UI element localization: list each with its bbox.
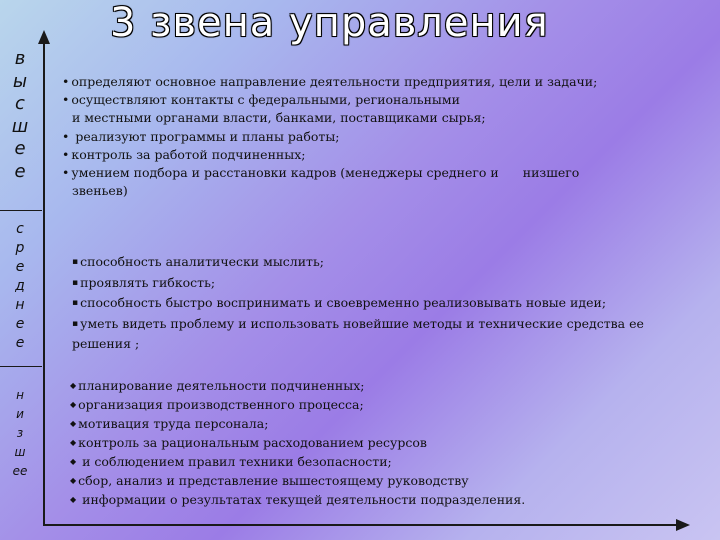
level-letter: и	[16, 407, 24, 421]
horizontal-axis	[43, 524, 679, 526]
diamond-bullet-icon: ◆	[70, 438, 77, 447]
bullet-icon: •	[62, 165, 70, 181]
level-letter: с	[15, 93, 25, 114]
list-item: • осуществляют контакты с федеральными, региональными	[62, 91, 597, 109]
list-item: ◆ информации о результатах текущей деятельности подразделения.	[70, 492, 526, 507]
list-item: ◆ организация производственного процесса;	[70, 397, 364, 412]
level-letter: ы	[12, 70, 28, 92]
list-item: ◆ мотивация труда персонала;	[70, 416, 269, 431]
list-item: • реализуют программы и планы работы;	[62, 128, 597, 146]
bullet-icon: •	[62, 128, 70, 144]
diamond-bullet-icon: ◆	[70, 495, 77, 504]
level-letter: е	[14, 160, 26, 182]
list-item: ▪ проявлять гибкость;	[72, 273, 644, 294]
level-label-middle	[0, 220, 40, 353]
diamond-bullet-icon: ◆	[70, 400, 77, 409]
diamond-bullet-icon: ◆	[70, 476, 77, 485]
level-divider-bottom	[0, 366, 42, 367]
level-letter: ш	[11, 115, 29, 137]
list-item: • определяют основное направление деятельности предприятия, цели и задачи;	[62, 73, 597, 91]
list-item: ◆ сбор, анализ и представление вышестоящему руководству	[70, 473, 469, 488]
vertical-axis	[43, 42, 45, 526]
level-letter: е	[14, 138, 26, 159]
level-letter: р	[15, 240, 25, 256]
list-item-continuation: и местными органами власти, банками, поставщиками сырья;	[72, 110, 486, 126]
top-level-duties	[62, 73, 597, 200]
level-letter: д	[15, 278, 25, 294]
slide-title: 3 звена управления	[110, 0, 549, 46]
bottom-level-duties	[70, 376, 525, 509]
horizontal-axis-arrow	[676, 519, 690, 531]
square-bullet-icon: ▪	[72, 298, 79, 308]
list-item: ▪ способность аналитически мыслить;	[72, 252, 644, 273]
list-item: ▪ способность быстро воспринимать и своевременно реализовывать новые идеи;	[72, 293, 644, 314]
level-label-bottom	[0, 386, 40, 481]
list-item-continuation: звеньев)	[72, 183, 128, 199]
level-letter: ее	[12, 464, 28, 478]
list-item: ◆ планирование деятельности подчиненных;	[70, 378, 365, 393]
level-label-top	[0, 48, 40, 183]
level-letter: з	[16, 426, 24, 440]
bullet-icon: •	[62, 146, 70, 162]
list-item: ◆ и соблюдением правил техники безопасности;	[70, 454, 392, 469]
list-item-continuation: решения ;	[72, 336, 140, 351]
level-letter: е	[15, 259, 25, 275]
list-item: • умением подбора и расстановки кадров (менеджеры среднего и низшего	[62, 164, 597, 182]
level-letter: н	[15, 297, 25, 313]
level-letter: ш	[14, 445, 26, 459]
diamond-bullet-icon: ◆	[70, 457, 77, 466]
list-item: • контроль за работой подчиненных;	[62, 146, 597, 164]
bullet-icon: •	[62, 74, 70, 89]
level-letter: е	[15, 316, 25, 332]
list-item: ◆ контроль за рациональным расходованием ресурсов	[70, 435, 427, 450]
list-item: ▪ уметь видеть проблему и использовать новейшие методы и технические средства ее	[72, 314, 644, 335]
square-bullet-icon: ▪	[72, 277, 79, 288]
diamond-bullet-icon: ◆	[70, 381, 77, 390]
square-bullet-icon: ▪	[72, 257, 79, 267]
middle-level-qualities	[72, 252, 644, 354]
level-letter: в	[14, 48, 26, 69]
level-letter: н	[16, 388, 24, 402]
diamond-bullet-icon: ◆	[70, 419, 77, 428]
square-bullet-icon: ▪	[72, 318, 79, 329]
level-letter: с	[16, 221, 24, 237]
bullet-icon: •	[62, 92, 70, 108]
level-letter: е	[15, 335, 25, 351]
level-divider-top	[0, 210, 42, 211]
